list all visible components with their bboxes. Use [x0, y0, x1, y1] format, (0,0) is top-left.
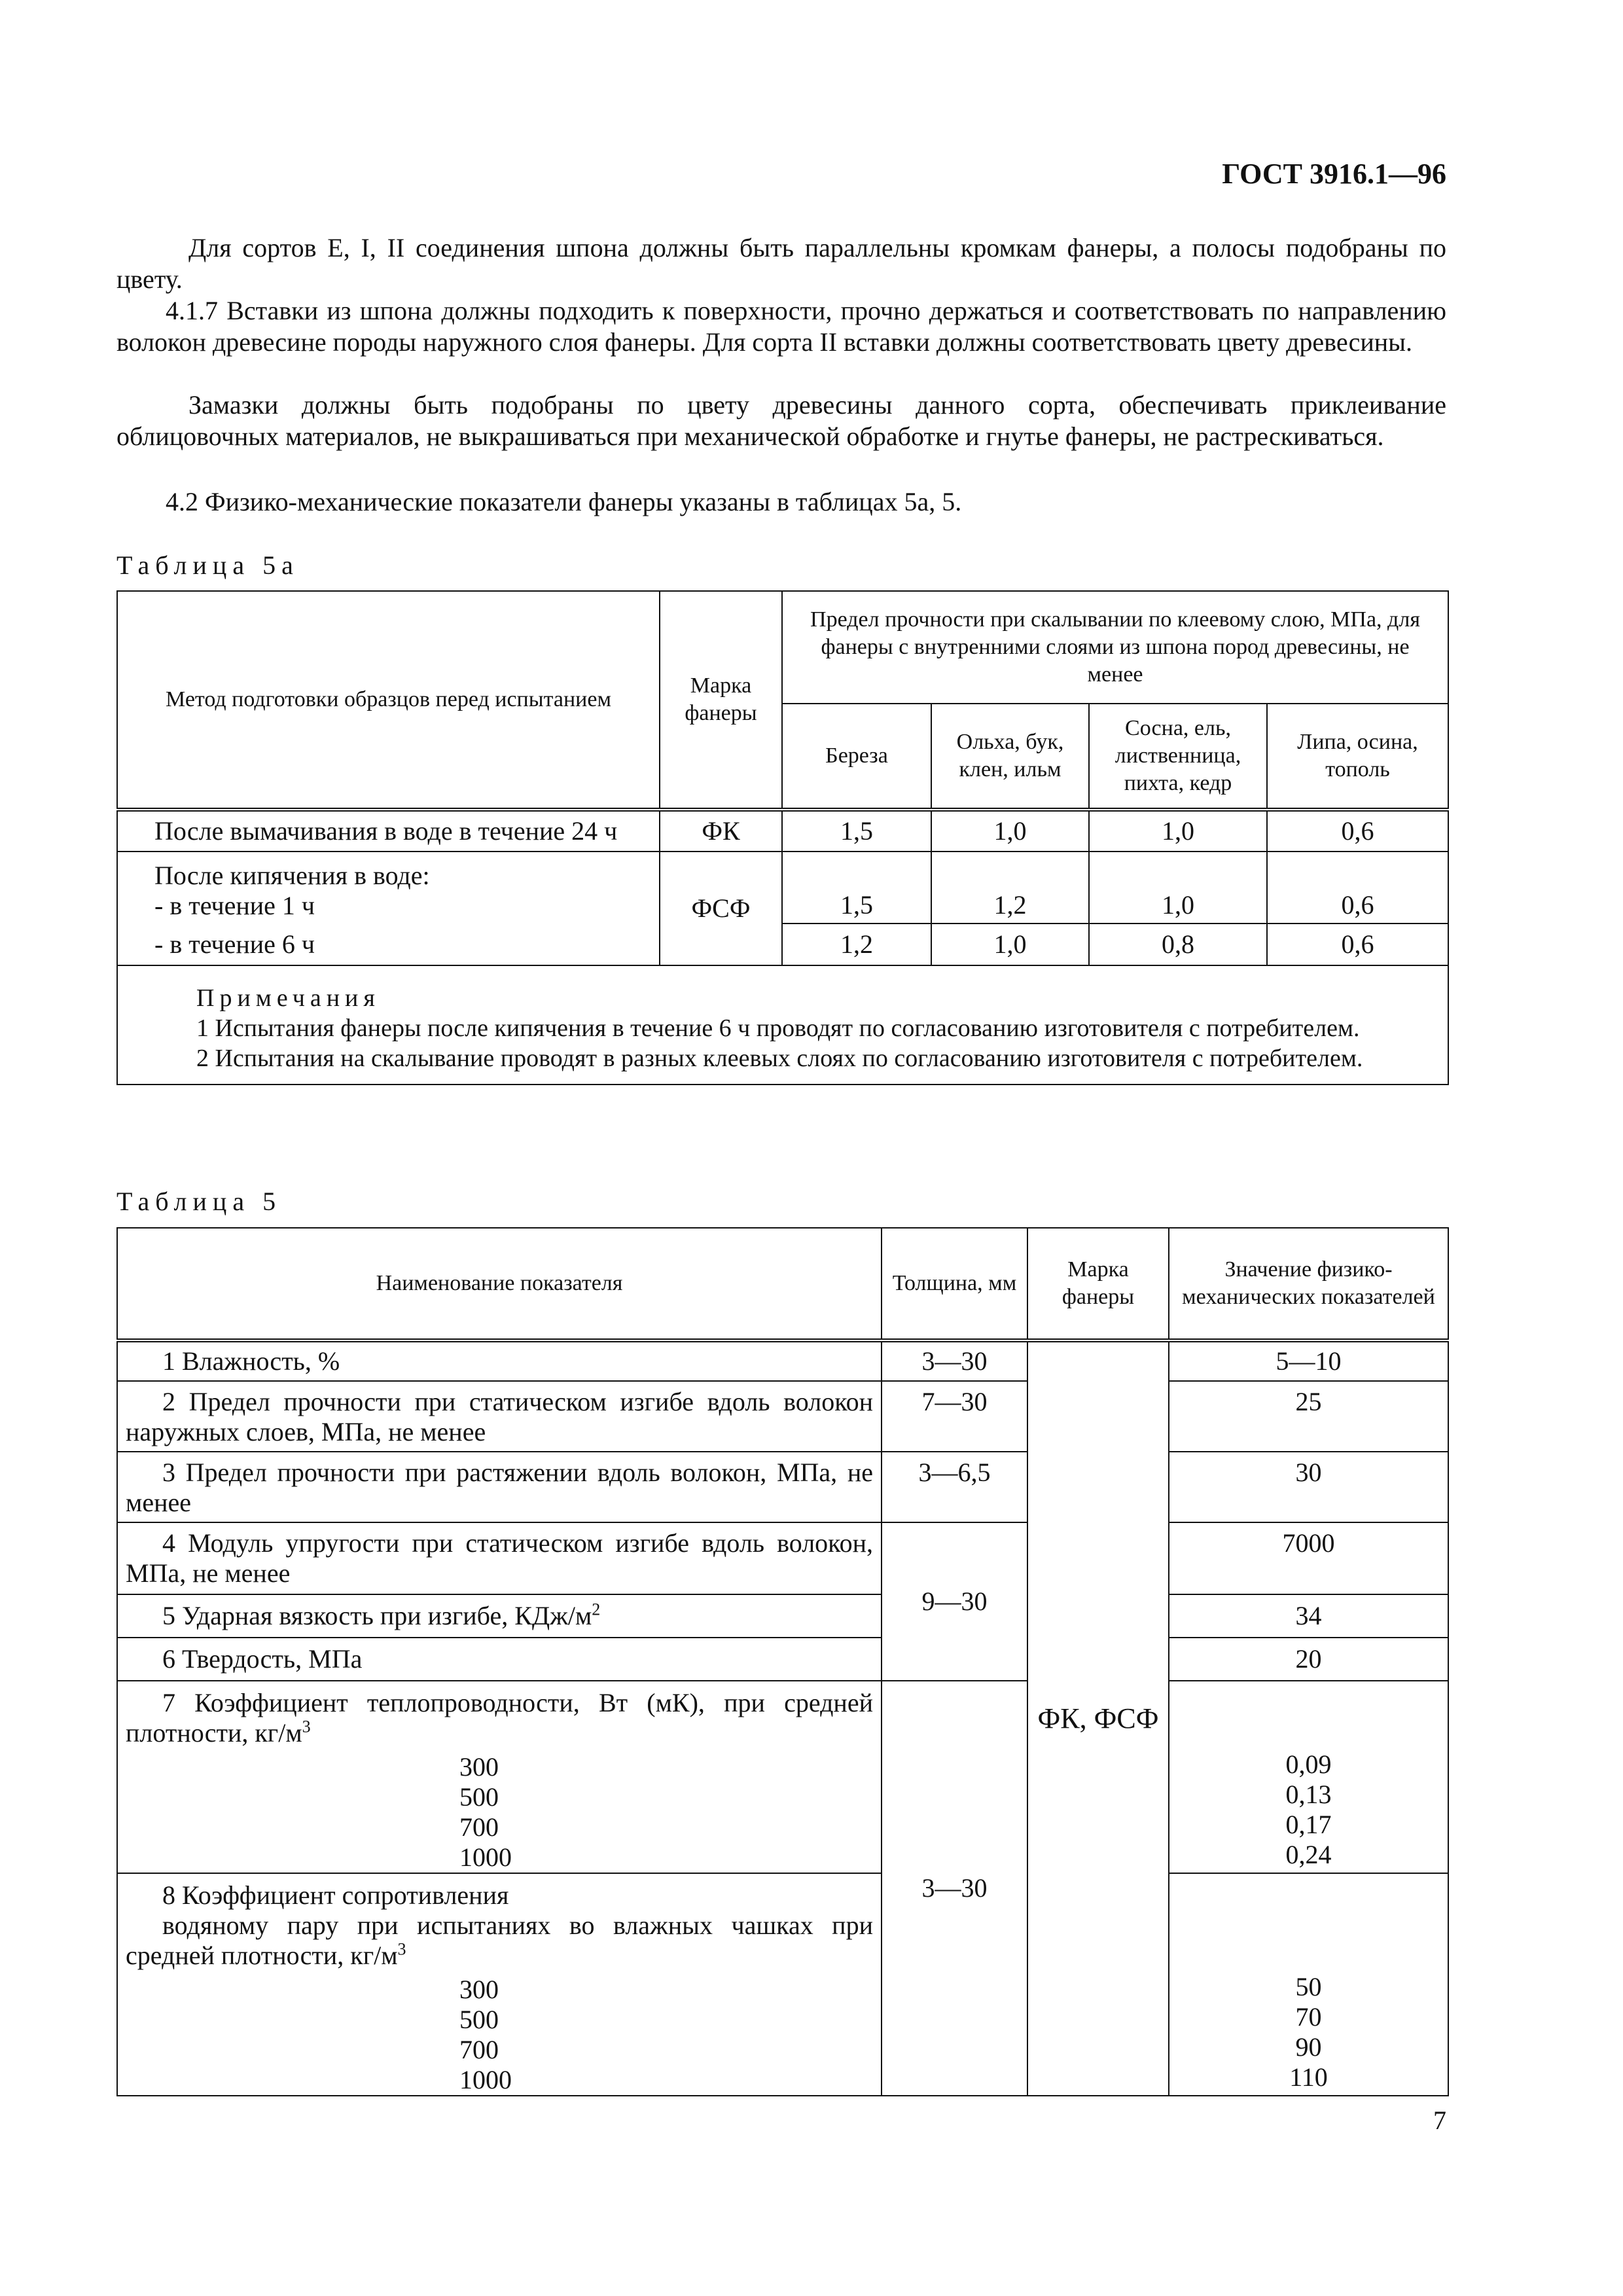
header-plywood-grade: Марка фанеры: [1027, 1228, 1169, 1340]
row-tensile-strength-thickness: 3—6,5: [882, 1452, 1027, 1522]
row-boil-1h-birch: 1,5: [782, 852, 931, 924]
row-elasticity-name: 4 Модуль упругости при статическом изгибе вдоль волокон, МПа, не менее: [117, 1522, 882, 1594]
paragraph-4-2: 4.2 Физико-механические показатели фанеры указаны в таблицах 5а, 5.: [166, 487, 962, 516]
row-soaking-linden: 0,6: [1267, 810, 1448, 852]
row-vapour-value-700: 90: [1295, 2032, 1322, 2062]
row-vapour-value-1000: 110: [1289, 2062, 1328, 2092]
row-thermal-density-300: 300: [459, 1752, 499, 1782]
row-soaking-grade: ФК: [660, 810, 782, 852]
row-thermal-density-1000: 1000: [459, 1842, 512, 1872]
row-elasticity-impact-hardness-thickness: 9—30: [882, 1522, 1027, 1681]
header-method: Метод подготовки образцов перед испытанием: [117, 591, 660, 810]
row-thermal-values: [1169, 1681, 1448, 1873]
row-boil-1h-pine: 1,0: [1089, 852, 1267, 924]
grade-all-rows: ФК, ФСФ: [1027, 1340, 1169, 2096]
row-soaking-pine: 1,0: [1089, 810, 1267, 852]
row-tensile-strength-name: 3 Предел прочности при растяжении вдоль волокон, МПа, не менее: [117, 1452, 882, 1522]
row-vapour-label-wrap: [126, 1910, 873, 1971]
header-indicator-name: Наименование показателя: [117, 1228, 882, 1340]
row-impact-sup: 2: [592, 1600, 601, 1619]
row-soaking-alder: 1,0: [931, 810, 1089, 852]
row-boil-grade: ФСФ: [660, 852, 782, 965]
row-vapour-density-500: 500: [459, 2005, 499, 2034]
row-thermal-value-500: 0,13: [1285, 1780, 1332, 1809]
table-5a-notes: [117, 965, 1448, 1085]
paragraph-putty: Замазки должны быть подобраны по цвету древесины данного сорта, обеспечивать приклеивание облицовочных материалов, не выкрашиваться при механической обработке и гнутье фанеры, не растрескиваться.: [116, 390, 1446, 451]
paragraph-veneer-joints: Для сортов Е, I, II соединения шпона должны быть параллельны кромкам фанеры, а полосы подобраны по цвету.: [116, 233, 1446, 294]
document-code: ГОСТ 3916.1—96: [1222, 158, 1446, 190]
row-impact-label: 5 Ударная вязкость при изгибе, КДж/м: [162, 1601, 592, 1630]
row-impact-value: 34: [1169, 1594, 1448, 1638]
page-number: 7: [1433, 2106, 1446, 2135]
row-thermal-value-1000: 0,24: [1285, 1840, 1332, 1869]
row-boil-1h-label: - в течение 1 ч: [154, 891, 315, 920]
paragraph-4-1-7: 4.1.7 Вставки из шпона должны подходить к поверхности, прочно держаться и соответствовать по направлению волокон древесине породы наружного слоя фанеры. Для сорта II вставки должны соответствовать цвету древесины.: [116, 296, 1446, 357]
header-pine: Сосна, ель, лиственница, пихта, кедр: [1089, 704, 1267, 810]
row-vapour-density-300: 300: [459, 1975, 499, 2004]
note-1: 1 Испытания фанеры после кипячения в течение 6 ч проводят по согласованию изготовителя с потребителем.: [196, 1014, 1360, 1042]
row-bending-strength-value: 25: [1169, 1381, 1448, 1452]
row-boil-title: После кипячения в воде:: [154, 861, 430, 890]
row-vapour-name: [117, 1873, 882, 2096]
row-boil-6h-pine: 0,8: [1089, 924, 1267, 965]
table-5: [116, 1227, 1449, 2096]
row-thermal-density-700: 700: [459, 1812, 499, 1842]
header-linden: Липа, осина, тополь: [1267, 704, 1448, 810]
header-value: Значение физико-механических показателей: [1169, 1228, 1448, 1340]
row-tensile-strength-value: 30: [1169, 1452, 1448, 1522]
header-shear-strength: Предел прочности при скалывании по клеевому слою, МПа, для фанеры с внутренними слоями из шпона пород древесины, не менее: [782, 591, 1448, 704]
row-hardness-name: 6 Твердость, МПа: [117, 1638, 882, 1681]
row-boil-1h-alder: 1,2: [931, 852, 1089, 924]
row-vapour-values: [1169, 1873, 1448, 2096]
row-soaking-method: После вымачивания в воде в течение 24 ч: [117, 810, 660, 852]
row-boil-1h-method: [117, 852, 660, 924]
row-boil-1h-linden: 0,6: [1267, 852, 1448, 924]
row-moisture-name: 1 Влажность, %: [117, 1340, 882, 1381]
row-thermal-value-700: 0,17: [1285, 1810, 1332, 1839]
row-thermal-density-500: 500: [459, 1782, 499, 1812]
table-5a: [116, 590, 1449, 1085]
row-thermal-value-300: 0,09: [1285, 1749, 1332, 1779]
row-moisture-value: 5—10: [1169, 1340, 1448, 1381]
row-boil-6h-alder: 1,0: [931, 924, 1089, 965]
row-thermal-name: [117, 1681, 882, 1873]
header-alder: Ольха, бук, клен, ильм: [931, 704, 1089, 810]
row-thermal-sup: 3: [302, 1717, 311, 1736]
row-boil-6h-method: - в течение 6 ч: [117, 924, 660, 965]
row-vapour-label-2: водяному пару при испытаниях во влажных чашках при средней плотности, кг/м: [126, 1910, 873, 1970]
row-impact-name: [117, 1594, 882, 1638]
table-5-caption: Таблица 5: [116, 1187, 282, 1216]
row-vapour-density-1000: 1000: [459, 2065, 512, 2094]
row-thermal-label: 7 Коэффициент теплопроводности, Вт (мК), при средней плотности, кг/м: [126, 1688, 873, 1748]
row-vapour-density-700: 700: [459, 2035, 499, 2064]
row-vapour-value-500: 70: [1295, 2002, 1322, 2032]
row-boil-6h-birch: 1,2: [782, 924, 931, 965]
row-thermal-vapour-thickness: 3—30: [882, 1681, 1027, 2096]
row-moisture-thickness: 3—30: [882, 1340, 1027, 1381]
row-soaking-birch: 1,5: [782, 810, 931, 852]
header-grade: Марка фанеры: [660, 591, 782, 810]
row-thermal-label-wrap: [126, 1688, 873, 1748]
header-thickness: Толщина, мм: [882, 1228, 1027, 1340]
row-boil-6h-linden: 0,6: [1267, 924, 1448, 965]
table-5a-caption: Таблица 5а: [116, 550, 299, 580]
header-birch: Береза: [782, 704, 931, 810]
notes-title: Примечания: [196, 984, 380, 1012]
row-vapour-label-1: 8 Коэффициент сопротивления: [162, 1880, 509, 1910]
row-elasticity-value: 7000: [1169, 1522, 1448, 1594]
row-vapour-sup: 3: [397, 1939, 406, 1959]
row-bending-strength-thickness: 7—30: [882, 1381, 1027, 1452]
note-2: 2 Испытания на скалывание проводят в разных клеевых слоях по согласованию изготовителя с потребителем.: [196, 1045, 1363, 1072]
row-hardness-value: 20: [1169, 1638, 1448, 1681]
row-bending-strength-name: 2 Предел прочности при статическом изгибе вдоль волокон наружных слоев, МПа, не менее: [117, 1381, 882, 1452]
row-vapour-value-300: 50: [1295, 1972, 1322, 2001]
